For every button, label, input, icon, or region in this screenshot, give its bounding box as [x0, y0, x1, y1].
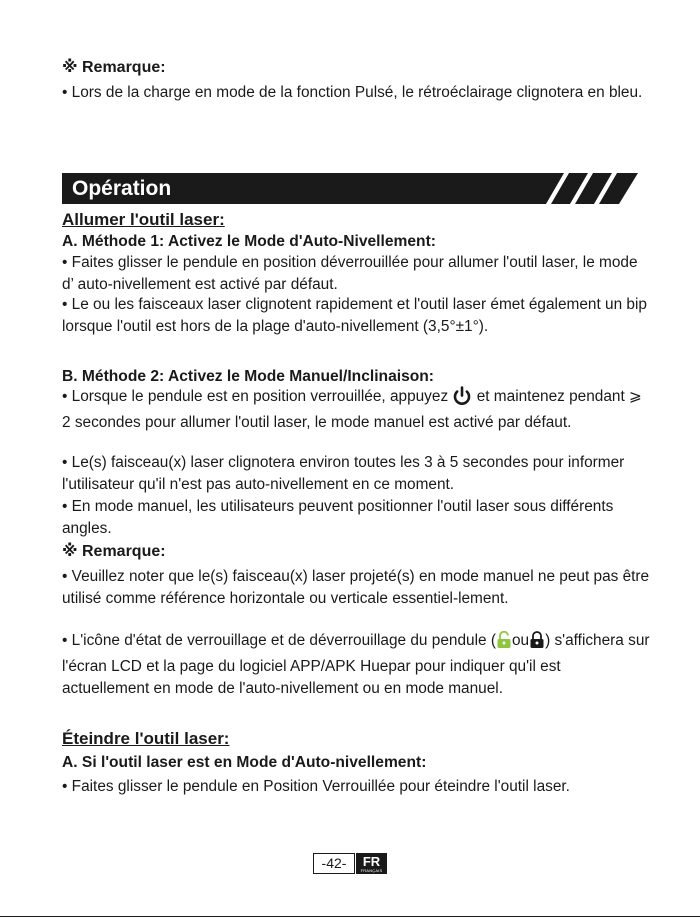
method-a-paragraph-2: • Le ou les faisceaux laser clignotent rapidement et l'outil laser émet également un bip lorsque l'outil est hors de la plage d'auto-nivellement (3,5°±1°). — [62, 296, 647, 335]
note-title: ※ Remarque: — [62, 59, 166, 76]
section-title: Opération — [72, 177, 172, 200]
language-badge — [356, 853, 387, 874]
power-icon — [452, 386, 472, 412]
language-name: FRANÇAIS — [360, 868, 383, 873]
section-header-bar — [62, 173, 638, 204]
note2-p2-mid: ou — [511, 632, 530, 649]
allumer-heading: Allumer l'outil laser: — [62, 210, 225, 229]
bottom-rule — [0, 916, 700, 917]
eteindre-paragraph-1: • Faites glisser le pendule en Position Verrouillée pour éteindre l'outil laser. — [62, 778, 570, 795]
black-lock-icon — [529, 631, 545, 656]
page-number: -42- — [313, 853, 355, 874]
note2-p2-end: ) s'affichera sur l'écran LCD et la page du logiciel APP/APK Huepar pour indiquer qu'il est actuellement en mode de l'auto-nivellement ou en mode manuel. — [62, 632, 650, 697]
method-a-title: A. Méthode 1: Activez le Mode d'Auto-Nivellement: — [62, 233, 436, 250]
eteindre-method-a-title: A. Si l'outil laser est en Mode d'Auto-nivellement: — [62, 754, 427, 771]
method-b-p1-end: et maintenez pendant ⩾ 2 secondes pour allumer l'outil laser, le mode manuel est activé par défaut. — [62, 388, 642, 431]
eteindre-heading: Éteindre l'outil laser: — [62, 729, 230, 748]
language-code: FR — [362, 854, 381, 869]
note-text: • Lors de la charge en mode de la fonction Pulsé, le rétroéclairage clignotera en bleu. — [62, 84, 643, 101]
method-b-title: B. Méthode 2: Activez le Mode Manuel/Inclinaison: — [62, 368, 434, 385]
note2-paragraph-1: • Veuillez noter que le(s) faisceau(x) laser projeté(s) en mode manuel ne peut pas être utilisé comme référence horizontale ou verticale essentiel-lement. — [62, 568, 650, 607]
green-unlock-icon — [496, 631, 512, 656]
method-b-paragraph-2: • Le(s) faisceau(x) laser clignotera environ toutes les 3 à 5 secondes pour informer l'utilisateur qu'il n'est pas auto-nivellement en ce moment. — [62, 454, 625, 493]
note2-title: ※ Remarque: — [62, 543, 166, 560]
note2-p2-start: • L'icône d'état de verrouillage et de déverrouillage du pendule ( — [62, 632, 496, 649]
method-a-paragraph-1: • Faites glisser le pendule en position déverrouillée pour allumer l'outil laser, le mode d’ auto-nivellement est activé par défaut. — [62, 254, 638, 293]
method-b-paragraph-1 — [62, 386, 652, 434]
method-b-paragraph-3: • En mode manuel, les utilisateurs peuvent positionner l'outil laser sous différents angles. — [62, 498, 614, 537]
note2-paragraph-2 — [62, 630, 652, 700]
method-b-p1-start: • Lorsque le pendule est en position verrouillée, appuyez — [62, 388, 453, 405]
